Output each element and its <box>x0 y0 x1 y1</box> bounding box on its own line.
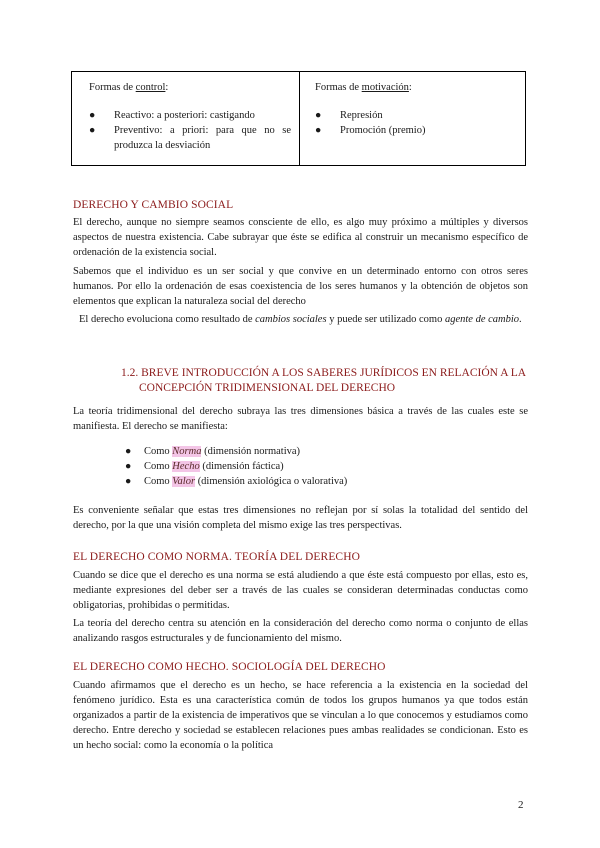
paragraph: El derecho, aunque no siempre seamos consciente de ello, es algo muy próximo a múltiples y diversos aspectos de nuestra existencia. Cabe subrayar que éste se edifica al construir un mecanismo específico de ordenación de la existencia social. <box>73 217 528 258</box>
paragraph: Sabemos que el individuo es un ser social y que convive en un determinado entorno con otros seres humanos. Por ello la ordenación de esas coexistencia de los seres humanos y la obtención de objetos son elementos que explican la naturaleza social del derecho <box>73 266 528 307</box>
section-heading-hecho: EL DERECHO COMO HECHO. SOCIOLOGÍA DEL DERECHO <box>73 661 386 673</box>
paragraph: La teoría del derecho centra su atención en la consideración del derecho como norma o conjunto de ellas analizando rasgos estructurales y de funcionamiento del mismo. <box>73 618 528 644</box>
list-item: ● Como Valor (dimensión axiológica o valorativa) <box>125 476 348 487</box>
section-heading-norma: EL DERECHO COMO NORMA. TEORÍA DEL DERECHO <box>73 551 361 563</box>
list-item: ● Preventivo: a priori: para que no se produzca la desviación <box>89 125 291 151</box>
motivation-cell <box>300 72 525 165</box>
list-item: ● Reactivo: a posteriori: castigando <box>89 110 255 121</box>
bullet-icon: ● <box>89 125 96 136</box>
highlight: Valor <box>172 476 196 487</box>
list-item: ● Represión <box>315 110 383 121</box>
list-item: ● Como Hecho (dimensión fáctica) <box>125 461 284 472</box>
bullet-icon: ● <box>315 110 322 121</box>
control-title-underlined: control <box>135 82 166 93</box>
motivation-title-underlined: motivación <box>361 82 409 93</box>
paragraph: El derecho evoluciona como resultado de cambios sociales y puede ser utilizado como agente de cambio. <box>79 314 522 325</box>
bullet-icon: ● <box>89 110 96 121</box>
paragraph: Es conveniente señalar que estas tres dimensiones no reflejan por sí solas la totalidad del sentido del derecho, por la que una visión completa del mismo exige las tres perspectivas. <box>73 505 528 531</box>
control-motivation-table <box>71 71 526 166</box>
control-cell <box>72 72 300 165</box>
control-title: Formas de control: <box>89 82 169 93</box>
list-item: ● Como Norma (dimensión normativa) <box>125 446 301 457</box>
section-heading-saberes-juridicos: 1.2. BREVE INTRODUCCIÓN A LOS SABERES JURÍDICOS EN RELACIÓN A LA CONCEPCIÓN TRIDIMENSIONAL DEL DERECHO <box>121 367 527 394</box>
section-heading-cambio-social: DERECHO Y CAMBIO SOCIAL <box>73 199 234 211</box>
bullet-icon: ● <box>315 125 322 136</box>
motivation-list <box>315 108 517 138</box>
paragraph: Cuando se dice que el derecho es una norma se está aludiendo a que éste está compuesto por ellas, esto es, mediante expresiones del deber ser a través de las cuales se consideran determinadas conductas como obligatorias, prohibidas o permitidas. <box>73 570 528 611</box>
bullet-icon: ● <box>125 476 132 487</box>
paragraph: Cuando afirmamos que el derecho es un hecho, se hace referencia a la existencia en la sociedad del fenómeno jurídico. Esta es una característica común de todos los grupos humanos ya que todos están organizados a partir de la existencia de imperativos que se vinculan a lo que conocemos y estudiamos como derecho. Entre derecho y sociedad se establecen relaciones pues ambas realidades se condicionan. Esto es un hecho social: como la economía o la política <box>73 680 528 751</box>
control-list <box>89 108 291 153</box>
highlight: Norma <box>172 446 202 457</box>
highlight: Hecho <box>172 461 200 472</box>
paragraph: La teoría tridimensional del derecho subraya las tres dimensiones básica a través de las cuales este se manifiesta. El derecho se manifiesta: <box>73 406 528 432</box>
dimensions-list <box>125 444 347 489</box>
motivation-title: Formas de motivación: <box>315 82 412 93</box>
bullet-icon: ● <box>125 461 132 472</box>
page-number: 2 <box>518 799 524 811</box>
list-item: ● Promoción (premio) <box>315 125 426 136</box>
bullet-icon: ● <box>125 446 132 457</box>
